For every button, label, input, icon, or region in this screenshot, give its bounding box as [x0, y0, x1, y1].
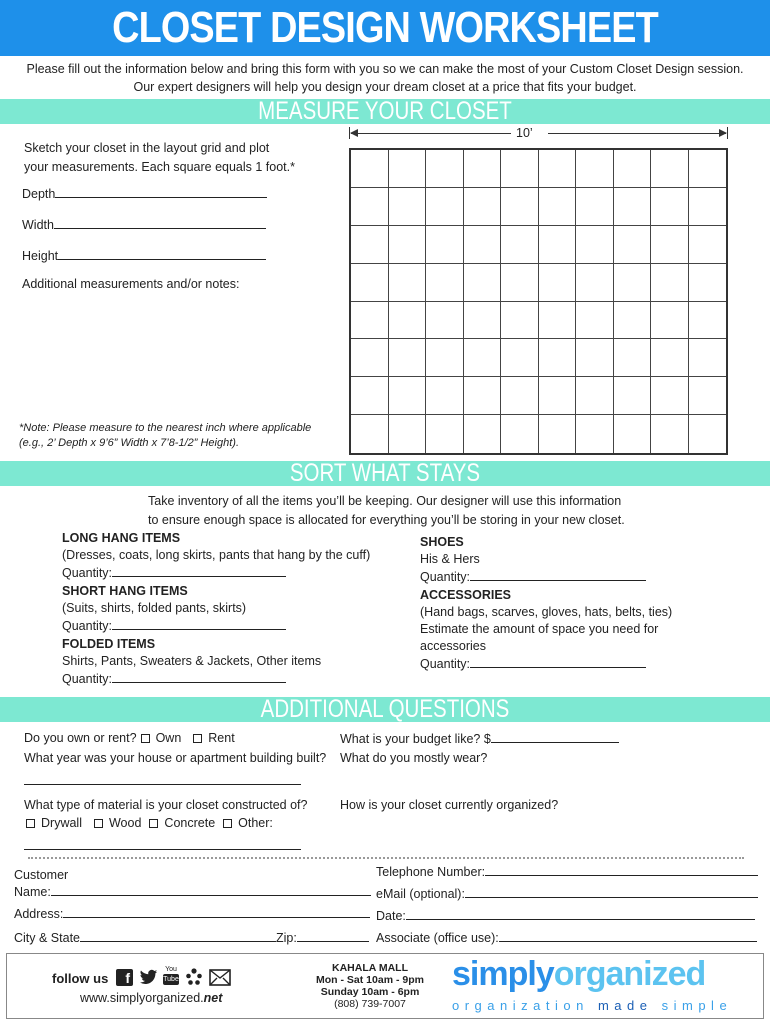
grid-cell[interactable] — [389, 150, 427, 188]
quantity-line[interactable] — [112, 671, 286, 683]
depth-field[interactable] — [22, 186, 267, 201]
grid-cell[interactable] — [614, 226, 652, 264]
website-suffix: net — [203, 991, 223, 1005]
intro-text-line1: Please fill out the information below and bring this form with you so we can make the most of your Custom Closet Design session. — [26, 62, 744, 76]
address-field[interactable] — [14, 906, 370, 921]
grid-cell[interactable] — [426, 415, 464, 453]
grid-cell[interactable] — [651, 339, 689, 377]
long-hang-title: LONG HANG ITEMS — [62, 531, 181, 545]
grid-cell[interactable] — [539, 226, 577, 264]
budget-label: What is your budget like? $ — [340, 732, 491, 746]
grid-cell[interactable] — [576, 339, 614, 377]
folded-quantity[interactable] — [62, 671, 286, 686]
grid-cell[interactable] — [501, 339, 539, 377]
wear-question: What do you mostly wear? — [340, 751, 488, 765]
concrete-checkbox[interactable] — [149, 819, 158, 828]
grid-cell[interactable] — [389, 264, 427, 302]
grid-cell[interactable] — [651, 377, 689, 415]
grid-cell[interactable] — [689, 150, 727, 188]
quantity-label: Quantity: — [420, 657, 471, 671]
date-label: Date: — [376, 909, 406, 923]
grid-cell[interactable] — [389, 339, 427, 377]
depth-label: Depth — [22, 187, 56, 201]
material-options — [22, 816, 273, 830]
grid-cell[interactable] — [689, 377, 727, 415]
quantity-label: Quantity: — [62, 566, 113, 580]
brand-tagline — [452, 998, 732, 1013]
grid-cell[interactable] — [689, 302, 727, 340]
grid-cell[interactable] — [501, 264, 539, 302]
grid-cell[interactable] — [351, 302, 389, 340]
follow-us-label: follow us — [52, 971, 109, 986]
divider-dotted — [28, 857, 744, 859]
email-line[interactable] — [465, 886, 758, 898]
grid-cell[interactable] — [539, 339, 577, 377]
grid-cell[interactable] — [389, 377, 427, 415]
associate-line[interactable] — [499, 930, 757, 942]
name-label: Name: — [14, 885, 51, 899]
grid-cell[interactable] — [689, 415, 727, 453]
accessories-title: ACCESSORIES — [420, 588, 511, 602]
grid-cell[interactable] — [464, 264, 502, 302]
grid-cell[interactable] — [426, 302, 464, 340]
drywall-checkbox[interactable] — [26, 819, 35, 828]
grid-cell[interactable] — [651, 188, 689, 226]
sketch-instructions-line1: Sketch your closet in the layout grid and plot — [24, 141, 270, 155]
budget-line[interactable] — [491, 731, 619, 743]
date-field[interactable] — [376, 908, 755, 923]
accessories-desc-line2: Estimate the amount of space you need for — [420, 622, 659, 636]
dimension-tick-right — [727, 127, 728, 139]
associate-field[interactable] — [376, 930, 757, 945]
store-hours-sunday: Sunday 10am - 6pm — [320, 986, 420, 998]
youtube-small-text: You — [165, 966, 177, 973]
sketch-instructions-line2: your measurements. Each square equals 1 foot.* — [24, 160, 295, 174]
tagline-part1: organization — [452, 998, 589, 1013]
width-field[interactable] — [22, 217, 266, 232]
grid-dimension-label: 10’ — [516, 126, 533, 140]
own-rent-label: Do you own or rent? — [24, 731, 137, 745]
grid-cell[interactable] — [464, 150, 502, 188]
zip-line[interactable] — [297, 930, 369, 942]
grid-cell[interactable] — [651, 415, 689, 453]
name-line[interactable] — [51, 884, 371, 896]
city-state-label: City & State — [14, 931, 80, 945]
grid-cell[interactable] — [426, 377, 464, 415]
measure-note-line2: (e.g., 2’ Depth x 9’6” Width x 7’8-1/2” Height). — [19, 437, 239, 449]
grid-cell[interactable] — [576, 264, 614, 302]
grid-cell[interactable] — [576, 415, 614, 453]
grid-cell[interactable] — [689, 264, 727, 302]
quantity-label: Quantity: — [420, 570, 471, 584]
grid-cell[interactable] — [501, 377, 539, 415]
grid-cell[interactable] — [464, 377, 502, 415]
organized-question: How is your closet currently organized? — [340, 798, 559, 812]
grid-cell[interactable] — [576, 377, 614, 415]
own-checkbox[interactable] — [141, 734, 150, 743]
grid-cell[interactable] — [501, 415, 539, 453]
measure-note-line1: *Note: Please measure to the nearest inch where applicable — [19, 422, 312, 434]
shoes-quantity[interactable] — [420, 569, 646, 584]
grid-cell[interactable] — [614, 415, 652, 453]
youtube-box-text: Tube — [163, 976, 179, 983]
grid-cell[interactable] — [689, 188, 727, 226]
logo-part2: organized — [553, 955, 706, 993]
accessories-desc-line1: (Hand bags, scarves, gloves, hats, belts, ties) — [420, 605, 673, 619]
folded-title: FOLDED ITEMS — [62, 637, 156, 651]
grid-cell[interactable] — [351, 415, 389, 453]
twitter-icon[interactable] — [139, 969, 158, 991]
quantity-line[interactable] — [470, 656, 646, 668]
grid-cell[interactable] — [689, 226, 727, 264]
long-hang-quantity[interactable] — [62, 565, 286, 580]
telephone-line[interactable] — [485, 864, 758, 876]
facebook-icon[interactable]: f — [116, 969, 133, 986]
arrow-right-icon — [719, 129, 727, 137]
city-state-line[interactable] — [80, 930, 276, 942]
material-answer-line[interactable] — [24, 849, 301, 850]
short-hang-desc: (Suits, shirts, folded pants, skirts) — [62, 601, 247, 615]
website-link[interactable] — [80, 991, 222, 1005]
grid-cell[interactable] — [464, 339, 502, 377]
intro-text-line2: Our expert designers will help you design your dream closet at a price that fits your budget. — [133, 80, 637, 94]
layout-grid[interactable] — [349, 148, 728, 455]
grid-cell[interactable] — [501, 302, 539, 340]
quantity-line[interactable] — [112, 565, 286, 577]
other-checkbox[interactable] — [223, 819, 232, 828]
depth-line[interactable] — [55, 186, 267, 198]
short-hang-quantity[interactable] — [62, 618, 286, 633]
sort-intro-line2: to ensure enough space is allocated for everything you’ll be storing in your new closet. — [148, 513, 625, 527]
grid-cell[interactable] — [351, 188, 389, 226]
zip-label: Zip: — [276, 931, 297, 945]
questions-section-title: ADDITIONAL QUESTIONS — [260, 695, 510, 723]
date-line[interactable] — [406, 908, 755, 920]
grid-cell[interactable] — [389, 188, 427, 226]
address-line[interactable] — [63, 906, 370, 918]
shoes-desc: His & Hers — [420, 552, 480, 566]
arrow-left-icon — [350, 129, 358, 137]
associate-label: Associate (office use): — [376, 931, 499, 945]
grid-cell[interactable] — [351, 377, 389, 415]
grid-cell[interactable] — [576, 150, 614, 188]
customer-label: Customer — [14, 868, 69, 882]
tagline-part2: made — [597, 998, 653, 1013]
width-line[interactable] — [54, 217, 266, 229]
telephone-label: Telephone Number: — [376, 865, 486, 879]
email-icon[interactable] — [209, 969, 231, 991]
youtube-icon[interactable] — [163, 966, 179, 985]
quantity-line[interactable] — [112, 618, 286, 630]
grid-cell[interactable] — [576, 188, 614, 226]
email-field[interactable] — [376, 886, 758, 901]
grid-cell[interactable] — [651, 264, 689, 302]
grid-cell[interactable] — [351, 264, 389, 302]
grid-cell[interactable] — [539, 150, 577, 188]
grid-cell[interactable] — [351, 339, 389, 377]
rent-label: Rent — [208, 731, 235, 745]
sort-section-title: SORT WHAT STAYS — [289, 459, 481, 487]
grid-cell[interactable] — [351, 226, 389, 264]
city-state-field[interactable] — [14, 930, 369, 945]
quantity-label: Quantity: — [62, 672, 113, 686]
grid-cell[interactable] — [426, 188, 464, 226]
rent-checkbox[interactable] — [193, 734, 202, 743]
grid-cell[interactable] — [689, 339, 727, 377]
grid-cell[interactable] — [651, 302, 689, 340]
own-label: Own — [155, 731, 182, 745]
short-hang-title: SHORT HANG ITEMS — [62, 584, 188, 598]
grid-cell[interactable] — [614, 188, 652, 226]
grid-cell[interactable] — [539, 264, 577, 302]
grid-cell[interactable] — [501, 188, 539, 226]
address-label: Address: — [14, 907, 64, 921]
grid-cell[interactable] — [389, 226, 427, 264]
other-label: Other: — [238, 816, 273, 830]
grid-cell[interactable] — [464, 226, 502, 264]
grid-cell[interactable] — [576, 302, 614, 340]
grid-cell[interactable] — [539, 377, 577, 415]
store-name: KAHALA MALL — [331, 962, 408, 974]
quantity-label: Quantity: — [62, 619, 113, 633]
grid-cell[interactable] — [614, 150, 652, 188]
grid-cell[interactable] — [426, 226, 464, 264]
store-hours-weekday: Mon - Sat 10am - 9pm — [316, 974, 424, 986]
grid-cell[interactable] — [501, 150, 539, 188]
grid-cell[interactable] — [576, 226, 614, 264]
grid-cell[interactable] — [464, 415, 502, 453]
name-field[interactable] — [14, 884, 371, 899]
width-label: Width — [22, 218, 54, 232]
long-hang-desc: (Dresses, coats, long skirts, pants that hang by the cuff) — [62, 548, 371, 562]
grid-cell[interactable] — [539, 188, 577, 226]
grid-cell[interactable] — [539, 302, 577, 340]
grid-cell[interactable] — [426, 150, 464, 188]
grid-cell[interactable] — [426, 264, 464, 302]
wood-checkbox[interactable] — [94, 819, 103, 828]
height-field[interactable] — [22, 248, 266, 263]
website-prefix: www.simplyorganized. — [80, 991, 204, 1005]
material-question: What type of material is your closet constructed of? — [24, 798, 308, 812]
dimension-line-right — [548, 133, 726, 134]
grid-cell[interactable] — [539, 415, 577, 453]
grid-cell[interactable] — [464, 302, 502, 340]
accessories-quantity[interactable] — [420, 656, 646, 671]
grid-cell[interactable] — [651, 226, 689, 264]
sort-intro-line1: Take inventory of all the items you’ll be keeping. Our designer will use this information — [148, 494, 622, 508]
page-title: CLOSET DESIGN WORKSHEET — [112, 3, 658, 52]
concrete-label: Concrete — [164, 816, 216, 830]
yelp-icon[interactable] — [186, 968, 202, 991]
grid-cell[interactable] — [389, 302, 427, 340]
drywall-label: Drywall — [41, 816, 82, 830]
grid-cell[interactable] — [464, 188, 502, 226]
grid-cell[interactable] — [614, 302, 652, 340]
measure-section-title: MEASURE YOUR CLOSET — [258, 97, 512, 125]
height-line[interactable] — [58, 248, 266, 260]
grid-cell[interactable] — [501, 226, 539, 264]
budget-question[interactable] — [340, 731, 619, 746]
year-built-answer-line[interactable] — [24, 784, 301, 785]
year-built-question: What year was your house or apartment building built? — [24, 751, 327, 765]
grid-cell[interactable] — [614, 377, 652, 415]
additional-notes-label: Additional measurements and/or notes: — [22, 277, 240, 291]
wood-label: Wood — [108, 816, 142, 830]
logo-part1: simply — [452, 955, 554, 993]
folded-desc: Shirts, Pants, Sweaters & Jackets, Other items — [62, 654, 322, 668]
grid-cell[interactable] — [651, 150, 689, 188]
own-rent-question — [24, 731, 235, 745]
grid-cell[interactable] — [351, 150, 389, 188]
tagline-part3: simple — [661, 998, 733, 1013]
height-label: Height — [22, 249, 59, 263]
grid-cell[interactable] — [614, 339, 652, 377]
telephone-field[interactable] — [376, 864, 758, 879]
brand-logo — [452, 955, 705, 994]
grid-cell[interactable] — [426, 339, 464, 377]
grid-cell[interactable] — [614, 264, 652, 302]
email-label: eMail (optional): — [376, 887, 465, 901]
dimension-line-left — [351, 133, 511, 134]
quantity-line[interactable] — [470, 569, 646, 581]
shoes-title: SHOES — [420, 535, 464, 549]
accessories-desc-line3: accessories — [420, 639, 486, 653]
store-phone: (808) 739-7007 — [334, 998, 406, 1010]
grid-cell[interactable] — [389, 415, 427, 453]
